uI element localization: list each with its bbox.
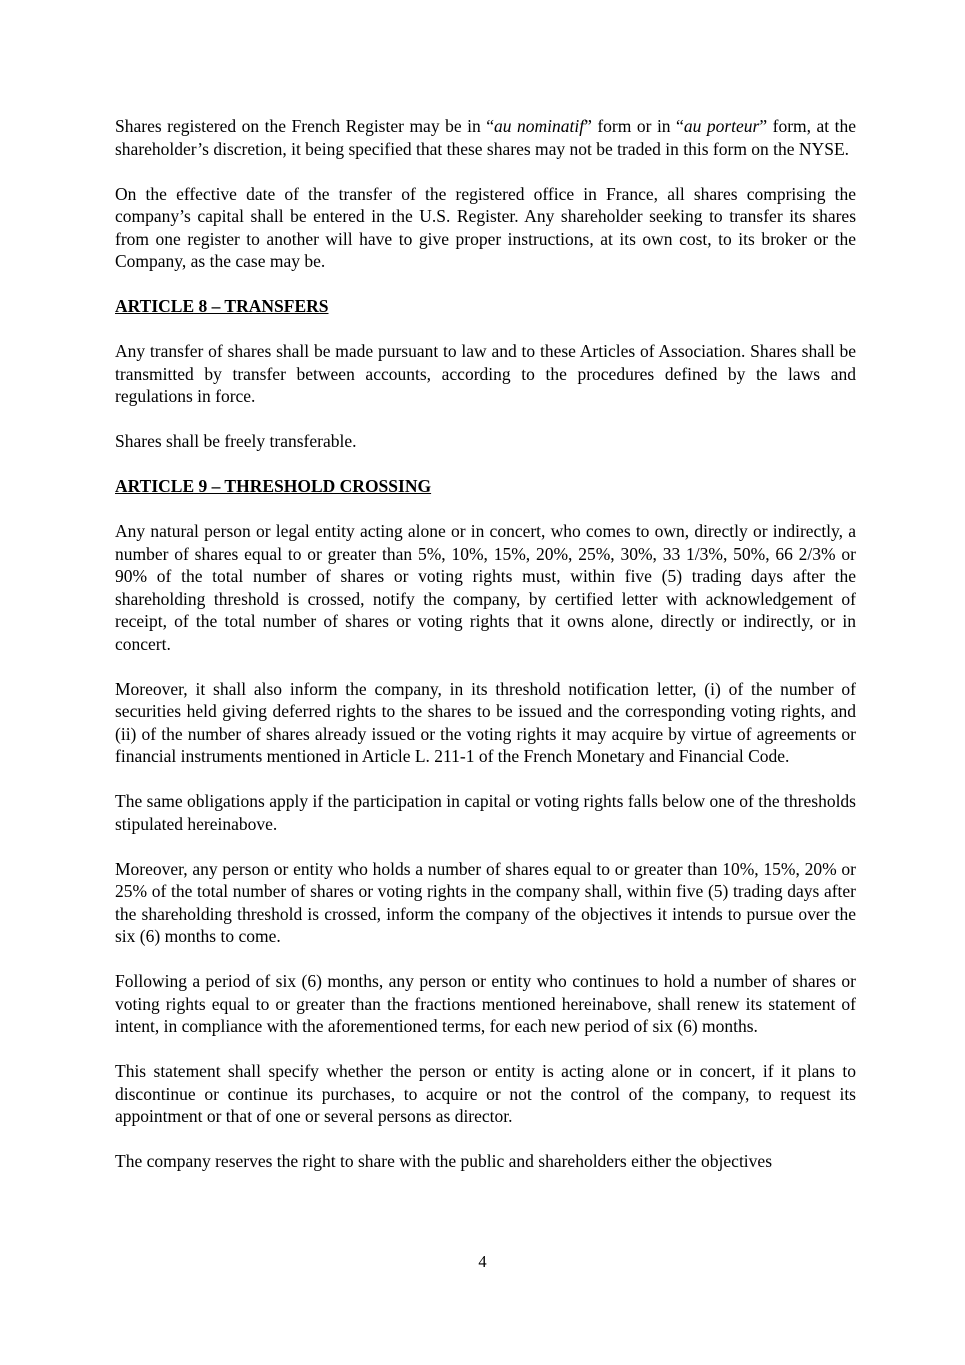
paragraph-freely-transferable: Shares shall be freely transferable. [115, 431, 357, 451]
page-number: 4 [478, 1252, 487, 1271]
paragraph-transfer-of-shares: Any transfer of shares shall be made pursuant to law and to these Articles of Association. Shares shall be transmitted by transfer between accounts, according to the procedures defined by the laws and regulations in force. [115, 341, 856, 406]
italic-au-nominatif: au nominatif [493, 116, 585, 136]
paragraph-french-register [115, 115, 856, 160]
paragraph-threshold-notification: Any natural person or legal entity acting alone or in concert, who comes to own, directly or indirectly, a number of shares equal to or greater than 5%, 10%, 15%, 20%, 25%, 30%, 33 1/3%, 50%, 66 2/3% or 90% of the total number of shares or voting rights must, within five (5) trading days after the shareholding threshold is crossed, notify the company, by certified letter with acknowledgement of receipt, of the total number of shares or voting rights that it owns alone, directly or indirectly, or in concert. [115, 521, 856, 654]
paragraph-same-obligations: The same obligations apply if the participation in capital or voting rights falls below one of the thresholds stipulated hereinabove. [115, 791, 856, 834]
heading-article-8-transfers: ARTICLE 8 – TRANSFERS [115, 296, 329, 316]
paragraph-threshold-letter-contents: Moreover, it shall also inform the company, in its threshold notification letter, (i) of the number of securities held giving deferred rights to the shares to be issued and the corresponding voting rights, and (ii) of the number of shares already issued or the voting rights it may acquire by virtue of agreements or financial instruments mentioned in Article L. 211-1 of the French Monetary and Financial Code. [115, 678, 856, 766]
italic-au-porteur: au porteur [683, 116, 760, 136]
paragraph-company-reserves-right: The company reserves the right to share with the public and shareholders either the objectives [115, 1151, 773, 1171]
heading-article-9-threshold-crossing: ARTICLE 9 – THRESHOLD CROSSING [115, 476, 432, 496]
paragraph-statement-of-intent: Moreover, any person or entity who holds a number of shares equal to or greater than 10%, 15%, 20% or 25% of the total number of shares or voting rights in the company shall, within five (5) trading days after the shareholding threshold is crossed, inform the company of the objectives it intends to pursue over the six (6) months to come. [115, 858, 856, 946]
text-segment: Shares registered on the French Register may be in “ [115, 116, 494, 136]
paragraph-statement-specifics: This statement shall specify whether the person or entity is acting alone or in concert, if it plans to discontinue or continue its purchases, to acquire or not the control of the company, to request its appointment or that of one or several persons as director. [115, 1061, 856, 1126]
paragraph-renewal-of-statement: Following a period of six (6) months, any person or entity who continues to hold a number of shares or voting rights equal to or greater than the fractions mentioned hereinabove, shall renew its statement of intent, in compliance with the aforementioned terms, for each new period of six (6) months. [115, 971, 856, 1036]
paragraph-transfer-registered-office: On the effective date of the transfer of the registered office in France, all shares comprising the company’s capital shall be entered in the U.S. Register. Any shareholder seeking to transfer its shares from one register to another will have to give proper instructions, at its own cost, to its broker or the Company, as the case may be. [115, 183, 856, 271]
document-content [115, 115, 856, 1195]
text-segment: ” form, at the shareholder’s discretion, it being specified that these shares may not be traded in this form on the NYSE. [115, 116, 857, 159]
text-segment: ” form or in “ [584, 116, 684, 136]
